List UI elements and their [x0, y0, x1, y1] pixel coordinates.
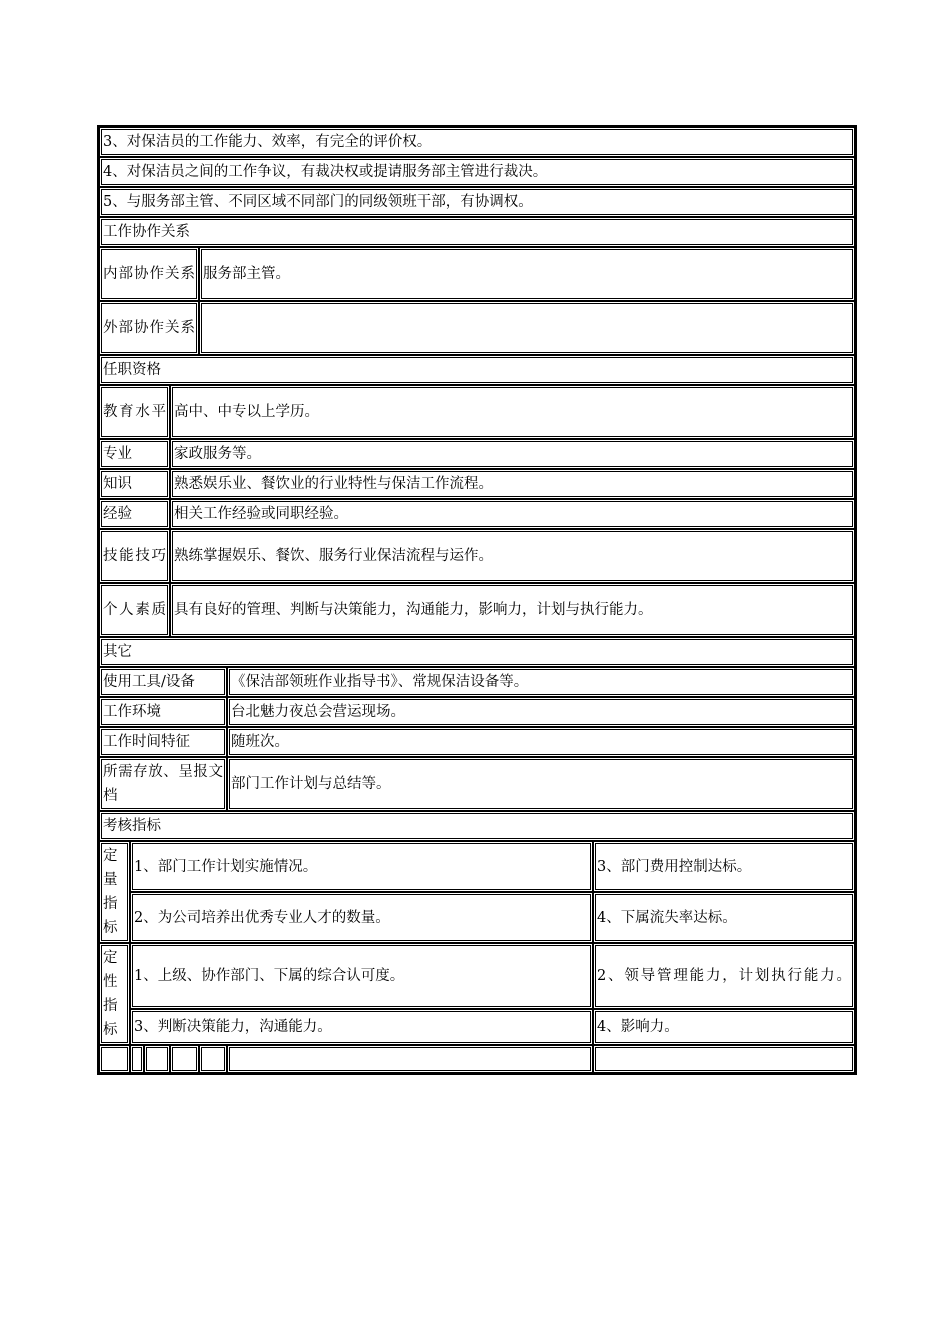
authority-item-3: 3、对保洁员的工作能力、效率，有完全的评价权。	[99, 127, 855, 157]
knowledge-value: 熟悉娱乐业、餐饮业的行业特性与保洁工作流程。	[170, 469, 855, 499]
environment-value: 台北魅力夜总会营运现场。	[227, 697, 855, 727]
education-label: 教育水平	[99, 385, 170, 439]
other-row	[99, 727, 855, 757]
knowledge-label: 知识	[99, 469, 170, 499]
major-value: 家政服务等。	[170, 439, 855, 469]
job-description-table	[97, 125, 857, 1075]
qualification-row	[99, 583, 855, 637]
personal-quality-value: 具有良好的管理、判断与决策能力，沟通能力，影响力，计划与执行能力。	[170, 583, 855, 637]
authority-item-5: 5、与服务部主管、不同区域不同部门的同级领班干部，有协调权。	[99, 187, 855, 217]
documents-value: 部门工作计划与总结等。	[227, 757, 855, 811]
work-time-label: 工作时间特征	[99, 727, 227, 757]
experience-value: 相关工作经验或同职经验。	[170, 499, 855, 529]
authority-row	[99, 187, 855, 217]
cooperation-heading: 工作协作关系	[99, 217, 855, 247]
section-row	[99, 811, 855, 841]
empty-cell	[199, 1045, 227, 1073]
experience-label: 经验	[99, 499, 170, 529]
other-heading: 其它	[99, 637, 855, 667]
authority-row	[99, 127, 855, 157]
cooperation-row	[99, 301, 855, 355]
empty-cell	[227, 1045, 593, 1073]
qualification-row	[99, 529, 855, 583]
major-label: 专业	[99, 439, 170, 469]
assessment-row	[99, 1009, 855, 1045]
quantitative-label: 定量指标	[99, 841, 130, 943]
authority-row	[99, 157, 855, 187]
qualitative-label: 定性指标	[99, 943, 130, 1045]
tools-value: 《保洁部领班作业指导书》、常规保洁设备等。	[227, 667, 855, 697]
assessment-row	[99, 841, 855, 892]
qualification-row	[99, 439, 855, 469]
assessment-heading: 考核指标	[99, 811, 855, 841]
qualification-row	[99, 469, 855, 499]
empty-cell	[144, 1045, 170, 1073]
cooperation-row	[99, 247, 855, 301]
tools-label: 使用工具/设备	[99, 667, 227, 697]
assessment-row	[99, 892, 855, 943]
qualification-row	[99, 499, 855, 529]
quantitative-item-2: 2、为公司培养出优秀专业人才的数量。	[130, 892, 593, 943]
skills-label: 技能技巧	[99, 529, 170, 583]
empty-cell	[130, 1045, 144, 1073]
quantitative-item-3: 3、部门费用控制达标。	[593, 841, 855, 892]
quantitative-item-4: 4、下属流失率达标。	[593, 892, 855, 943]
qualitative-item-4: 4、影响力。	[593, 1009, 855, 1045]
qualitative-item-3: 3、判断决策能力，沟通能力。	[130, 1009, 593, 1045]
other-row	[99, 667, 855, 697]
section-row	[99, 355, 855, 385]
documents-label: 所需存放、呈报文档	[99, 757, 227, 811]
empty-cell	[593, 1045, 855, 1073]
qualitative-item-2: 2、领导管理能力，计划执行能力。	[593, 943, 855, 1009]
other-row	[99, 757, 855, 811]
qualitative-item-1: 1、上级、协作部门、下属的综合认可度。	[130, 943, 593, 1009]
empty-row	[99, 1045, 855, 1073]
external-cooperation-label: 外部协作关系	[99, 301, 199, 355]
skills-value: 熟练掌握娱乐、餐饮、服务行业保洁流程与运作。	[170, 529, 855, 583]
internal-cooperation-value: 服务部主管。	[199, 247, 855, 301]
empty-cell	[99, 1045, 130, 1073]
empty-cell	[170, 1045, 199, 1073]
qualification-heading: 任职资格	[99, 355, 855, 385]
assessment-row	[99, 943, 855, 1009]
personal-quality-label: 个人素质	[99, 583, 170, 637]
section-row	[99, 637, 855, 667]
qualification-row	[99, 385, 855, 439]
work-time-value: 随班次。	[227, 727, 855, 757]
education-value: 高中、中专以上学历。	[170, 385, 855, 439]
external-cooperation-value	[199, 301, 855, 355]
quantitative-item-1: 1、部门工作计划实施情况。	[130, 841, 593, 892]
environment-label: 工作环境	[99, 697, 227, 727]
internal-cooperation-label: 内部协作关系	[99, 247, 199, 301]
authority-item-4: 4、对保洁员之间的工作争议，有裁决权或提请服务部主管进行裁决。	[99, 157, 855, 187]
other-row	[99, 697, 855, 727]
section-row	[99, 217, 855, 247]
